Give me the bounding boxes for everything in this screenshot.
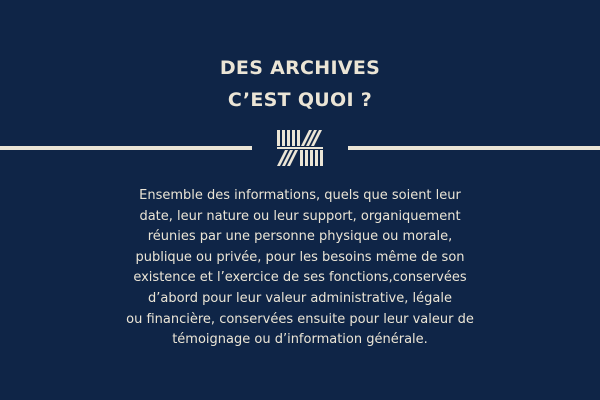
- definition-line: publique ou privée, pour les besoins même de son: [135, 249, 465, 265]
- definition-line: Ensemble des informations, quels que soient leur: [139, 188, 461, 203]
- definition-line: ou financière, conservées ensuite pour leur valeur de: [126, 311, 474, 327]
- definition-line: date, leur nature ou leur support, organiquement: [139, 208, 461, 224]
- archives-emblem-icon: [277, 128, 323, 170]
- page-title-line-2: C’EST QUOI ?: [227, 89, 373, 111]
- divider-right: [348, 146, 600, 150]
- definition-line: existence et l’exercice de ses fonctions,conservées: [133, 270, 467, 286]
- divider-left: [0, 146, 252, 150]
- definition-line: témoignage ou d’information générale.: [172, 332, 428, 348]
- archives-definition: [110, 186, 490, 351]
- definition-line: réunies par une personne physique ou morale,: [147, 229, 453, 245]
- page-title-line-1: DES ARCHIVES: [219, 57, 381, 79]
- definition-line: d’abord pour leur valeur administrative, légale: [148, 290, 452, 306]
